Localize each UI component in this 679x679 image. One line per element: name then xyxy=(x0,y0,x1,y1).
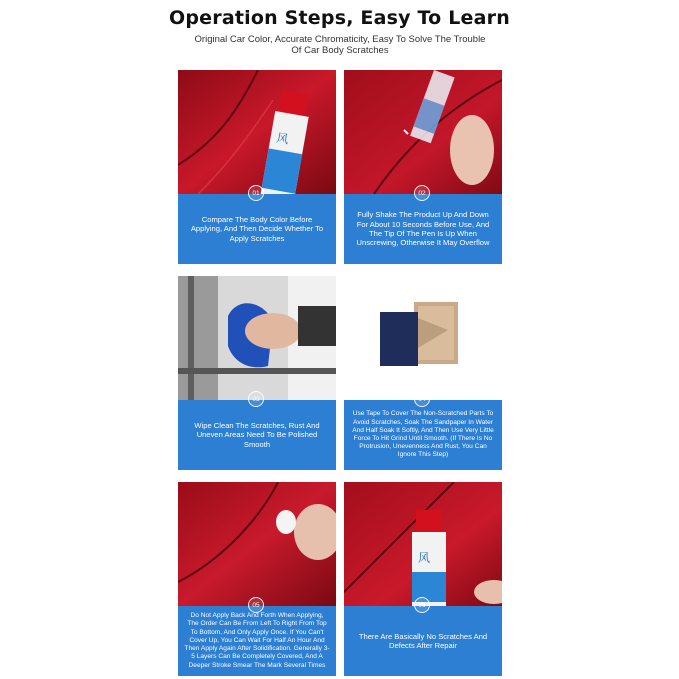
step-number-badge: 04 xyxy=(414,391,430,407)
page-title: Operation Steps, Easy To Learn xyxy=(169,7,510,29)
step-card-03 xyxy=(178,276,336,470)
step-caption-01: Compare The Body Color Before Applying, And Then Decide Whether To Apply Scratches xyxy=(178,194,336,264)
step-photo-06 xyxy=(344,482,502,606)
step-caption-02: Fully Shake The Product Up And Down For About 10 Seconds Before Use, And The Tip Of The Pen Is Up When Unscrewing, Otherwise It May Overflow xyxy=(344,194,502,264)
car-door-pen-illustration xyxy=(178,70,336,194)
step-number-badge: 01 xyxy=(248,185,264,201)
step-caption-06: There Are Basically No Scratches And Defects After Repair xyxy=(344,606,502,676)
step-number-badge: 06 xyxy=(414,597,430,613)
wiping-cloth-illustration xyxy=(178,276,336,400)
step-card-04 xyxy=(344,276,502,470)
step-caption-03: Wipe Clean The Scratches, Rust And Uneven Areas Need To Be Polished Smooth xyxy=(178,400,336,470)
shaking-pen-illustration xyxy=(344,70,502,194)
step-number-badge: 02 xyxy=(414,185,430,201)
step-caption-05: Do Not Apply Back And Forth When Applying, The Order Can Be From Left To Right From Top To Bottom, And Only Apply Once. If You Can't Cover Up, You Can Wait For Half An Hour And Then Apply Again After Solidification. Generally 3-5 Layers Can Be Completely Covered, And A Deeper Stroke Smear The Mark Several Times xyxy=(178,606,336,676)
step-photo-02 xyxy=(344,70,502,194)
sandpaper-illustration xyxy=(344,276,502,400)
step-photo-03 xyxy=(178,276,336,400)
step-card-01 xyxy=(178,70,336,264)
page-subtitle: Original Car Color, Accurate Chromaticity, Easy To Solve The Trouble Of Car Body Scratches xyxy=(194,34,486,56)
step-caption-04: Use Tape To Cover The Non-Scratched Parts To Avoid Scratches, Soak The Sandpaper In Water And Half Soak It Softly, And Then Use Very Little Force To Hit Grind Until Smooth. (If There Is No Protrusion, Unevenness And Rust, You Can Ignore This Step) xyxy=(344,400,502,470)
step-photo-04 xyxy=(344,276,502,400)
step-card-06 xyxy=(344,482,502,676)
step-card-05 xyxy=(178,482,336,676)
svg-text:风: 风 xyxy=(418,551,431,565)
step-photo-01 xyxy=(178,70,336,194)
step-photo-05 xyxy=(178,482,336,606)
applying-paint-illustration xyxy=(178,482,336,606)
step-card-02 xyxy=(344,70,502,264)
repaired-car-illustration xyxy=(344,482,502,606)
step-number-badge: 05 xyxy=(248,597,264,613)
svg-text:风: 风 xyxy=(275,130,290,147)
step-number-badge: 03 xyxy=(248,391,264,407)
